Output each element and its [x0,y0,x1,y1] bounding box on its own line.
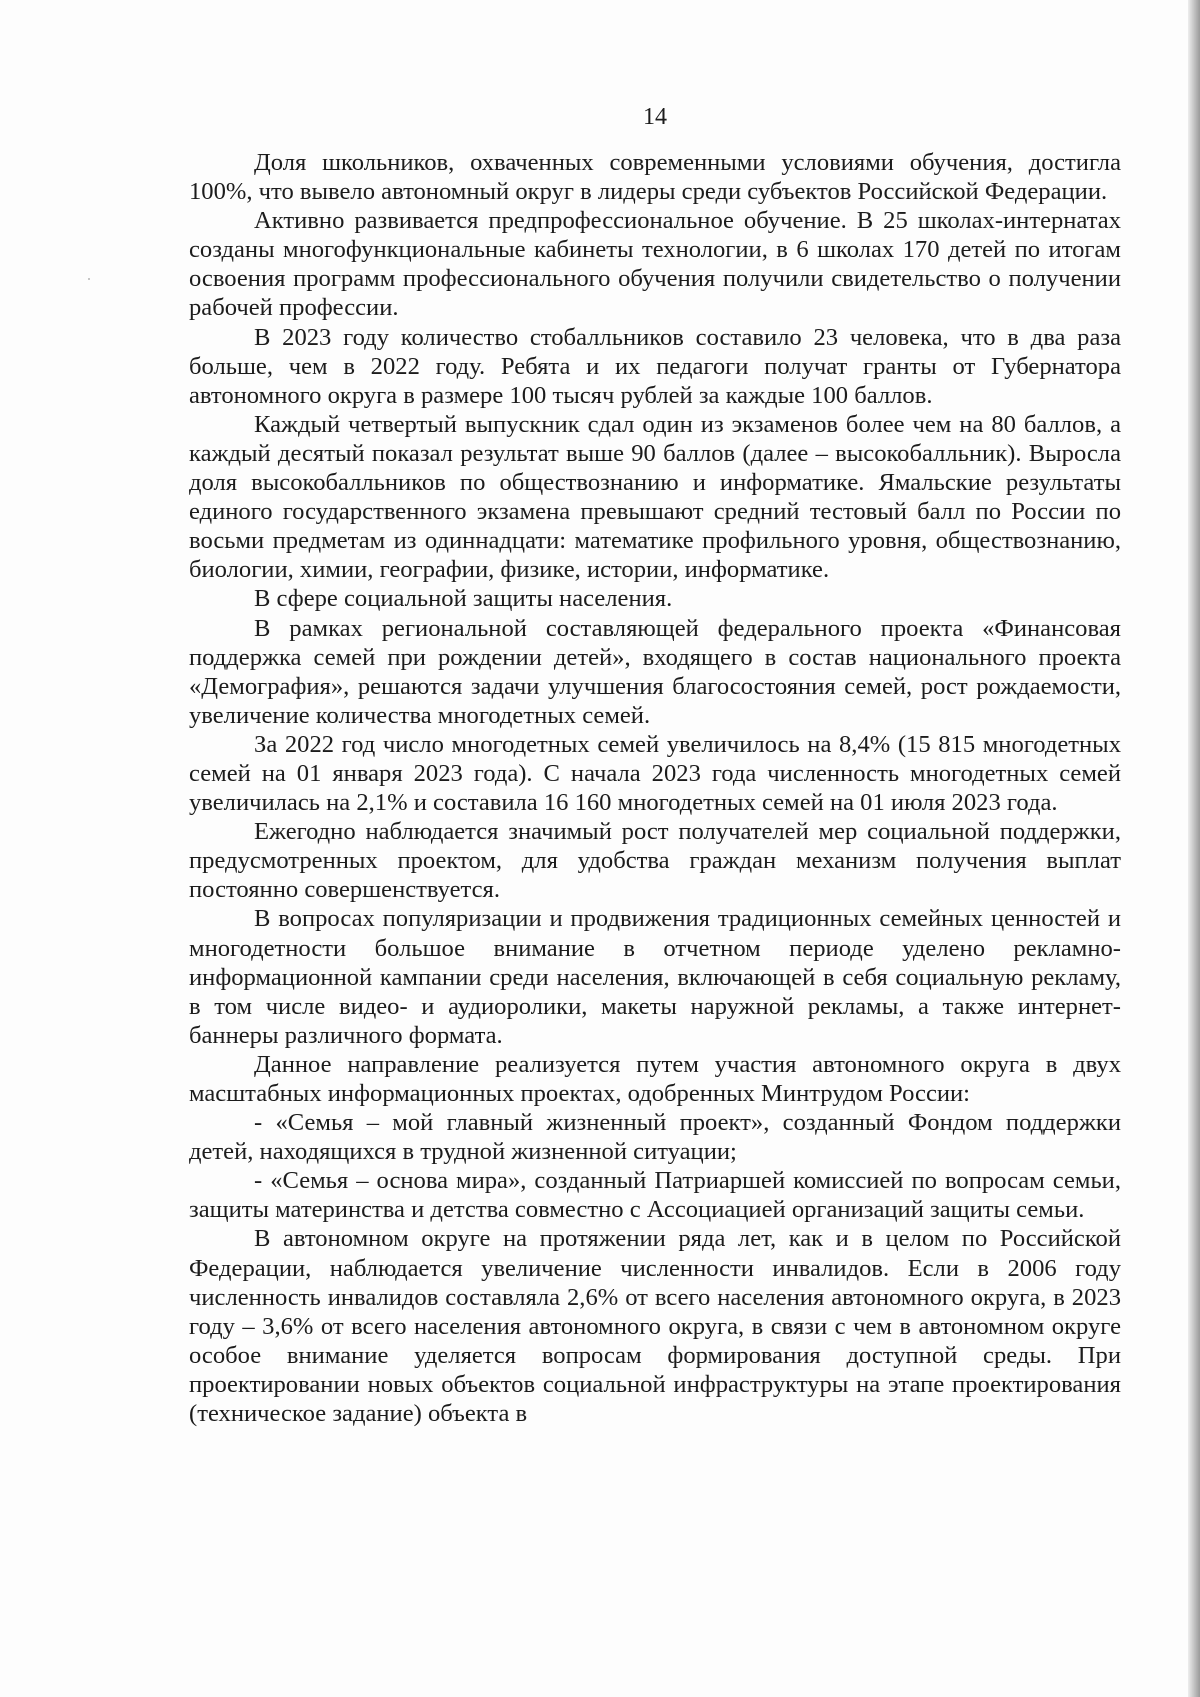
paragraph-large-families-stats: За 2022 год число многодетных семей увеличилось на 8,4% (15 815 многодетных семей на 01 января 2023 года). С начала 2023 года численность многодетных семей увеличилась на 2,1% и составила 16 160 многодетных семей на 01 июля 2023 года. [189,730,1121,817]
scan-speck [88,278,90,280]
paragraph-social-protection-heading: В сфере социальной защиты населения. [254,585,673,613]
paragraph-disabled-persons: В автономном округе на протяжении ряда лет, как и в целом по Российской Федерации, наблюдается увеличение численности инвалидов. Если в 2006 году численность инвалидов составляла 2,6% от всего населения автономного округа, в 2023 году – 3,6% от всего населения автономного округа, в связи с чем в автономном округе особое внимание уделяется вопросам формирования доступной среды. При проектировании новых объектов социальной инфраструктуры на этапе проектирования (техническое задание) объекта в [189,1225,1121,1428]
document-body [189,148,1121,1428]
list-item-family-life-project: - «Семья – мой главный жизненный проект», созданный Фондом поддержки детей, находящихся в трудной жизненной ситуации; [189,1109,1121,1166]
paragraph-preprofessional-training: Активно развивается предпрофессиональное обучение. В 25 школах-интернатах созданы многофункциональные кабинеты технологии, в 6 школах 170 детей по итогам освоения программ профессионального обучения получили свидетельство о получении рабочей профессии. [189,207,1121,322]
paragraph-federal-project: В рамках региональной составляющей федерального проекта «Финансовая поддержка семей при рождении детей», входящего в состав национального проекта «Демография», решаются задачи улучшения благосостояния семей, рост рождаемости, увеличение количества многодетных семей. [189,614,1121,729]
list-item-family-foundation-of-world: - «Семья – основа мира», созданный Патриаршей комиссией по вопросам семьи, защиты материнства и детства совместно с Ассоциацией организаций защиты семьи. [189,1167,1121,1224]
page-number: 14 [643,104,667,130]
paragraph-information-projects: Данное направление реализуется путем участия автономного округа в двух масштабных информационных проектах, одобренных Минтрудом России: [189,1050,1121,1107]
paragraph-family-values-campaign: В вопросах популяризации и продвижения традиционных семейных ценностей и многодетности большое внимание в отчетном периоде уделено рекламно-информационной кампании среди населения, включающей в себя социальную рекламу, в том числе видео- и аудиоролики, макеты наружной рекламы, а также интернет-баннеры различного формата. [189,905,1121,1049]
paragraph-exam-results: Каждый четвертый выпускник сдал один из экзаменов более чем на 80 баллов, а каждый десятый показал результат выше 90 баллов (далее – высокобалльник). Выросла доля высокобалльников по обществознанию и информатике. Ямальские результаты единого государственного экзамена превышают средний тестовый балл по России по восьми предметам из одиннадцати: математике профильного уровня, обществознанию, биологии, химии, географии, физике, истории, информатике. [189,410,1121,584]
paragraph-school-conditions: Доля школьников, охваченных современными условиями обучения, достигла 100%, что вывело автономный округ в лидеры среди субъектов Российской Федерации. [189,149,1121,206]
paragraph-hundred-pointers: В 2023 году количество стобалльников составило 23 человека, что в два раза больше, чем в 2022 году. Ребята и их педагоги получат гранты от Губернатора автономного округа в размере 100 тысяч рублей за каждые 100 баллов. [189,323,1121,409]
paragraph-support-recipients: Ежегодно наблюдается значимый рост получателей мер социальной поддержки, предусмотренных проектом, для удобства граждан механизм получения выплат постоянно совершенствуется. [189,818,1121,904]
scan-edge-shadow [1188,0,1200,1697]
